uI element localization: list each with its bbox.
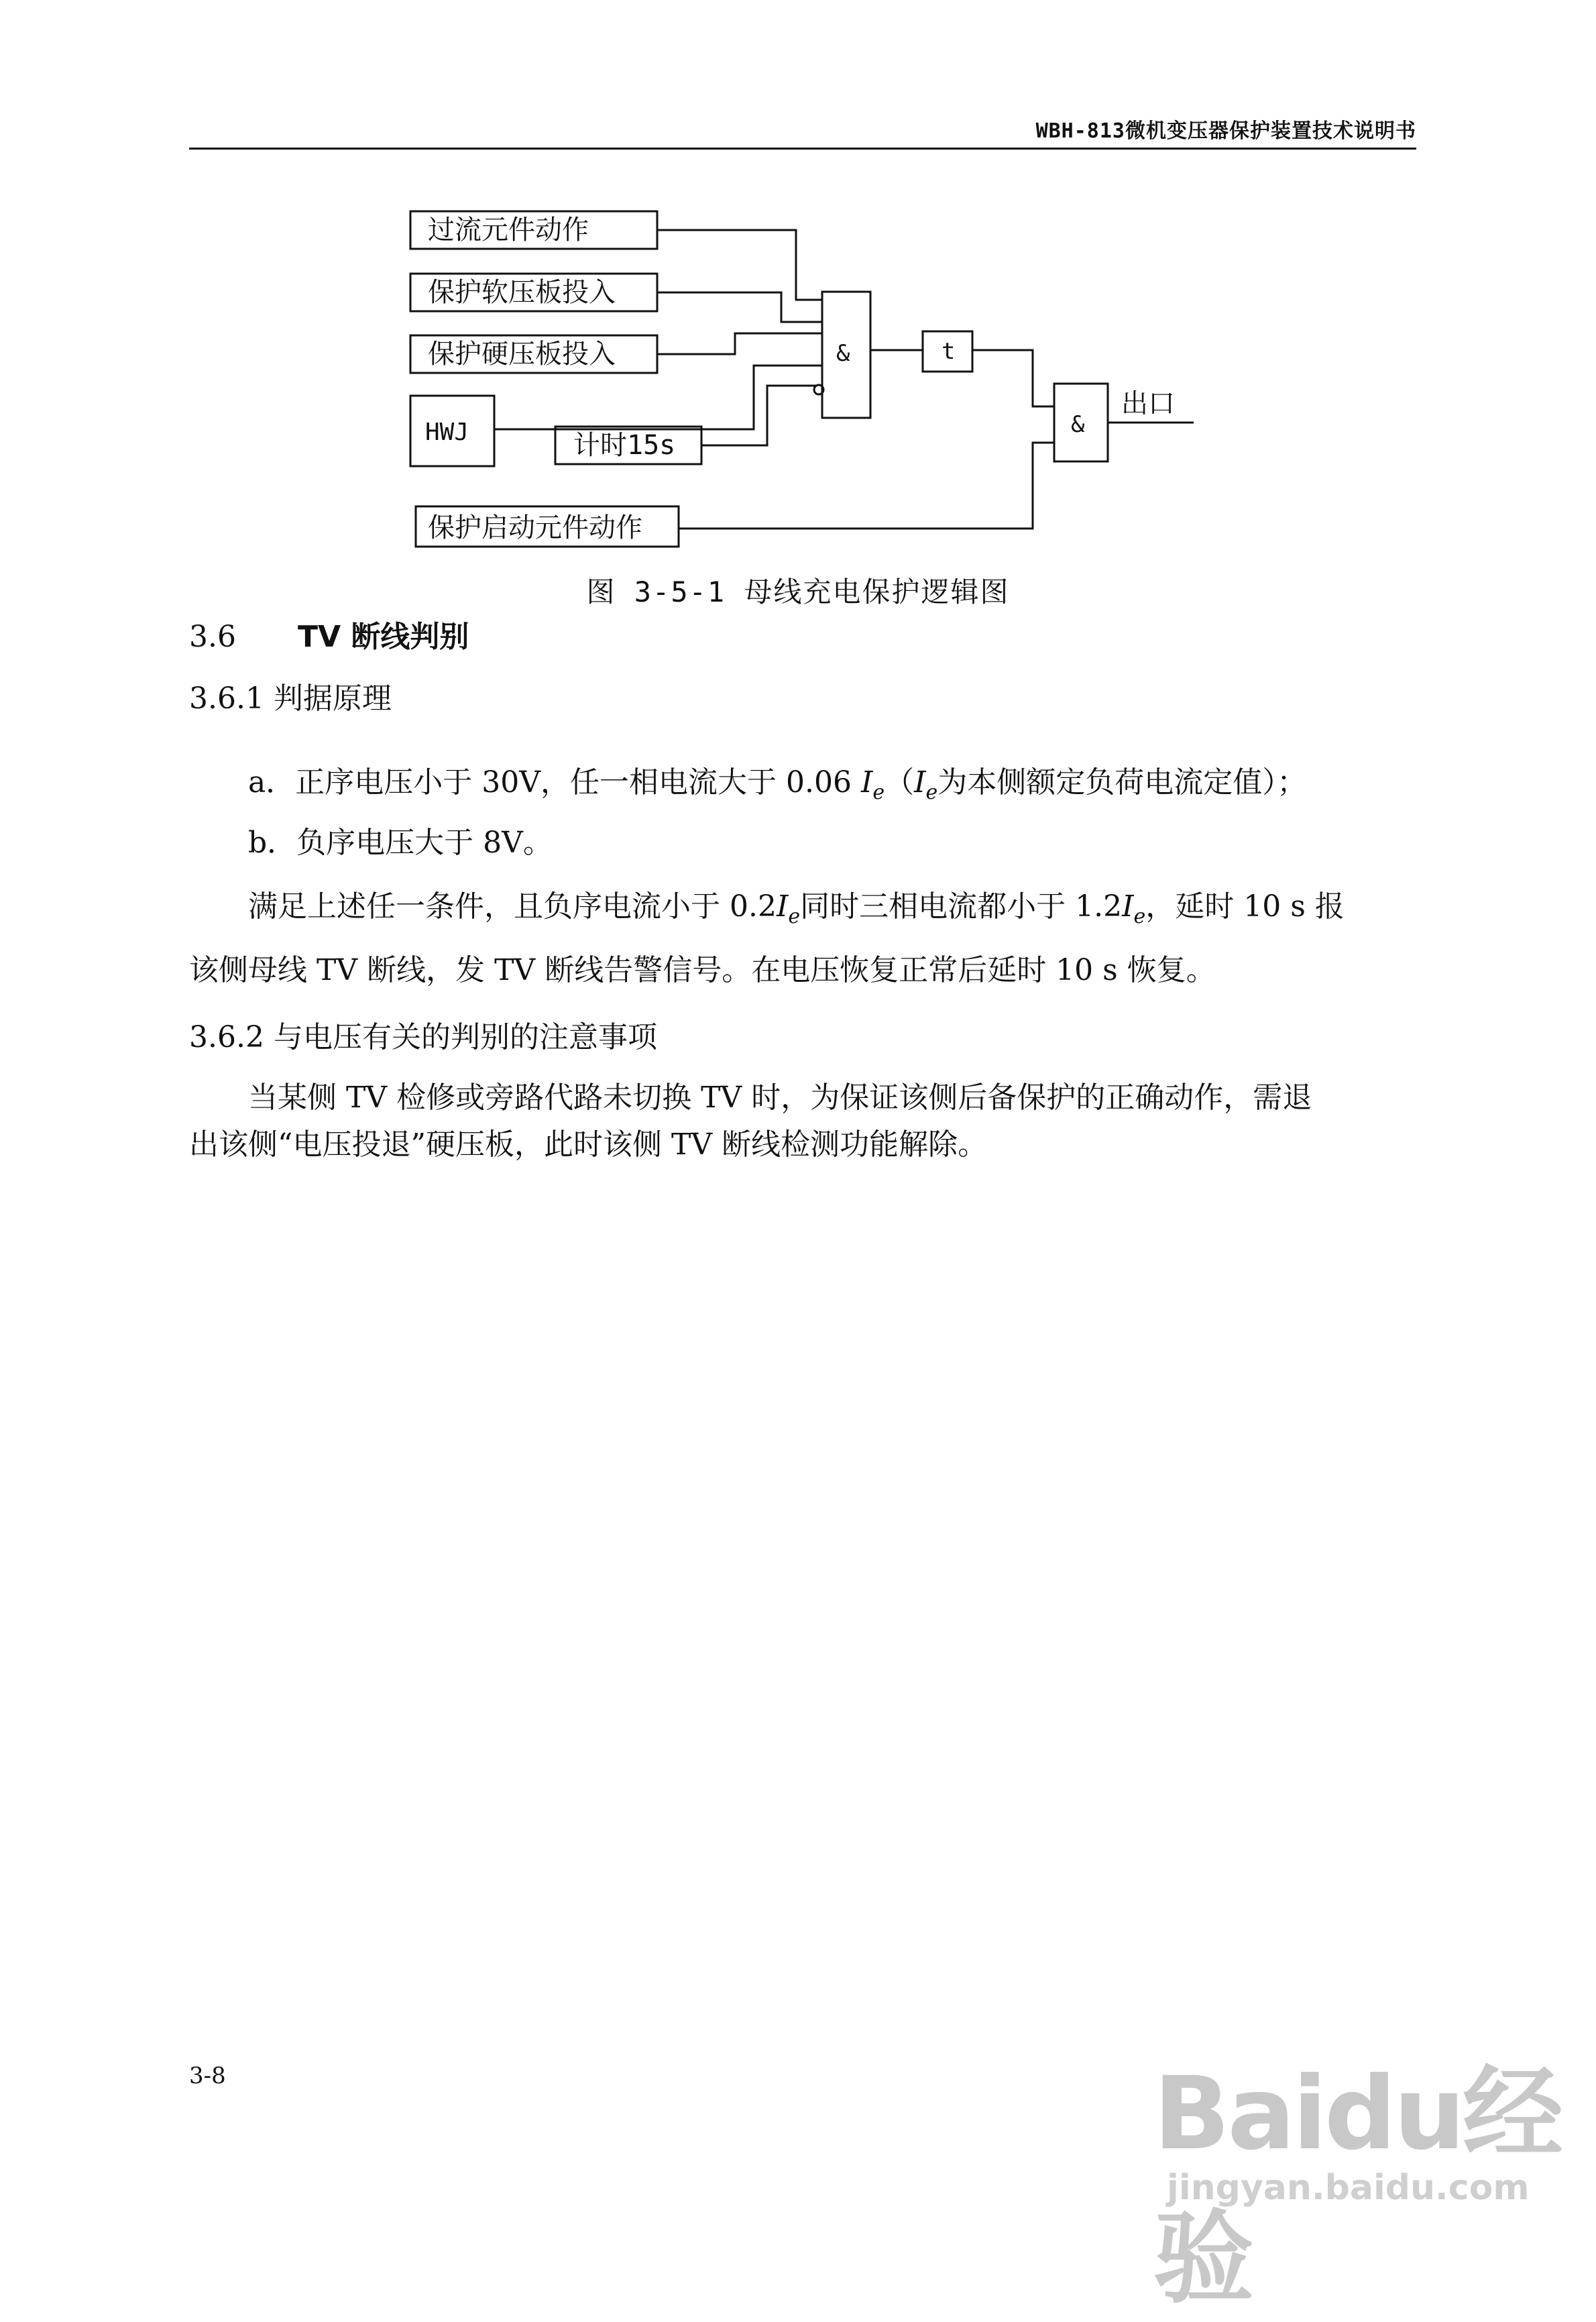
subscript-e: e xyxy=(788,905,801,928)
section-title: TV 断线判别 xyxy=(297,620,469,654)
criteria-paragraph-line2: 该侧母线 TV 断线，发 TV 断线告警信号。在电压恢复正常后延时 10 s 恢复。 xyxy=(189,953,1216,987)
notes-paragraph-line2: 出该侧“电压投退”硬压板，此时该侧 TV 断线检测功能解除。 xyxy=(189,1127,988,1162)
para-text-2: 同时三相电流都小于 1.2 xyxy=(800,889,1123,924)
section-number: 3.6 xyxy=(189,620,236,654)
para-text-3: ，延时 10 s 报 xyxy=(1145,889,1345,924)
symbol-i: I xyxy=(776,889,789,924)
label-protect-start: 保护启动元件动作 xyxy=(428,512,642,543)
label-soft-plate: 保护软压板投入 xyxy=(428,277,616,308)
symbol-i: I xyxy=(860,765,873,799)
item-a xyxy=(248,765,1307,804)
para-text-1: 满足上述任一条件，且负序电流小于 0.2 xyxy=(248,889,777,924)
figure-caption: 图 3-5-1 母线充电保护逻辑图 xyxy=(586,575,1010,608)
subscript-e: e xyxy=(872,781,885,804)
criteria-paragraph-line1 xyxy=(248,889,1345,928)
label-timer15s: 计时15s xyxy=(573,430,676,461)
header-title: WBH-813微机变压器保护装置技术说明书 xyxy=(1035,119,1416,143)
logic-diagram xyxy=(0,0,1596,604)
section-3-6-2-heading: 3.6.2 与电压有关的判别的注意事项 xyxy=(189,1020,657,1054)
symbol-i: I xyxy=(1122,889,1134,924)
section-3-6-heading xyxy=(189,622,469,652)
watermark-logo: Baidu经验 xyxy=(1153,2056,1561,2317)
and-gate-1-label: & xyxy=(836,340,850,367)
item-a-paren: （ xyxy=(885,765,915,799)
timer-label: t xyxy=(942,338,956,365)
output-label: 出口 xyxy=(1121,388,1175,419)
watermark-url: jingyan.baidu.com xyxy=(1167,2168,1530,2208)
symbol-i: I xyxy=(914,765,926,799)
subscript-e: e xyxy=(1133,905,1146,928)
item-b: b．负序电压大于 8V。 xyxy=(248,826,553,860)
label-overcurrent: 过流元件动作 xyxy=(428,215,589,245)
item-a-text: a．正序电压小于 30V，任一相电流大于 0.06 xyxy=(248,765,861,799)
section-3-6-1-heading: 3.6.1 判据原理 xyxy=(189,681,392,716)
label-hwj: HWJ xyxy=(425,419,469,446)
page-number: 3-8 xyxy=(189,2062,226,2089)
subscript-e: e xyxy=(925,781,938,804)
label-hard-plate: 保护硬压板投入 xyxy=(428,339,616,370)
notes-paragraph-line1: 当某侧 TV 检修或旁路代路未切换 TV 时，为保证该侧后备保护的正确动作，需退 xyxy=(248,1081,1312,1115)
item-a-tail: 为本侧额定负荷电流定值）； xyxy=(937,765,1307,799)
and-gate-2-label: & xyxy=(1071,411,1085,438)
